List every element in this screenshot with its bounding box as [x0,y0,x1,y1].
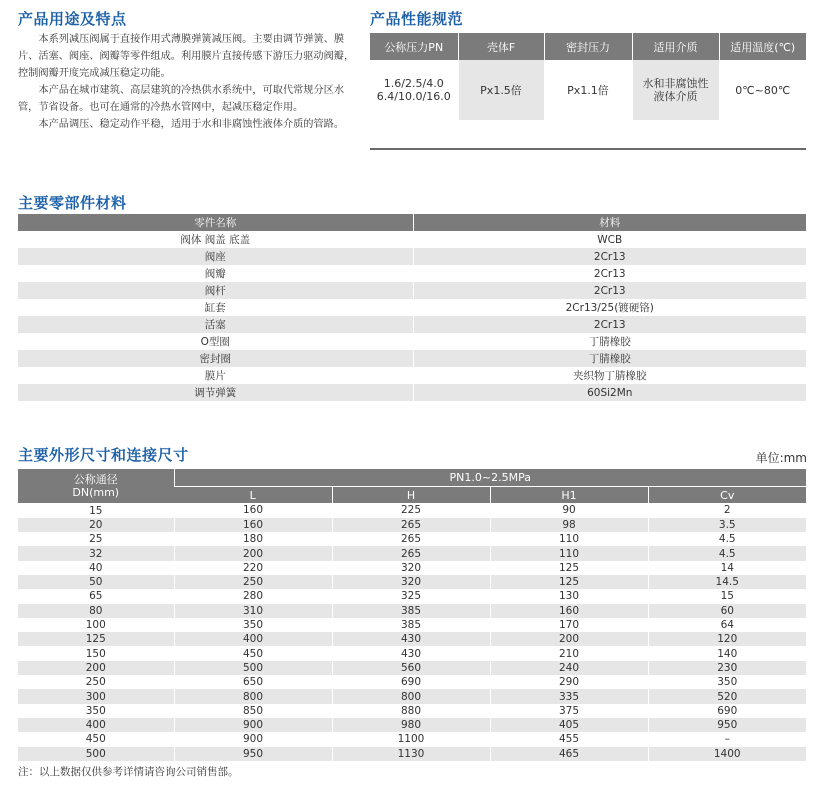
dn-cell: 400 [18,718,174,732]
part-name: 膜片 [204,370,226,382]
pressure-group-header: PN1.0~2.5MPa [174,469,806,487]
part-material: 2Cr13 [413,316,806,333]
cv-cell: 350 [648,675,806,689]
height-cell: 430 [332,646,490,660]
header-cell: L [174,487,332,504]
cv-cell: 230 [648,661,806,675]
header-cell: 适用介质 [632,33,719,60]
materials-header-row [18,214,806,231]
dn-cell: 350 [85,704,106,717]
h1-cell: 98 [490,518,648,532]
part-name: 阀瓣 [204,268,226,280]
part-name: O型圈 [200,336,230,348]
table-row [18,546,806,560]
part-material: 2Cr13 [413,248,806,265]
table-row [18,282,806,299]
length-cell: 280 [174,589,332,603]
table-row [18,646,806,660]
length-cell: 180 [174,532,332,546]
part-name: 阀体 阀盖 底盖 [180,234,251,246]
length-cell: 310 [174,604,332,618]
performance-row [370,60,806,120]
usage-paragraph: 本产品调压、稳定动作平稳，适用于水和非腐蚀性液体介质的管路。 [38,119,345,130]
part-name: 阀座 [18,248,413,265]
dn-cell: 200 [18,661,174,675]
length-cell: 450 [174,646,332,660]
part-material: 60Si2Mn [413,384,806,401]
cv-cell: 1400 [648,747,806,761]
part-material: 2Cr13/25(镀硬铬) [413,299,806,316]
part-name: 活塞 [18,316,413,333]
part-name: 调节弹簧 [18,384,413,401]
height-cell: 320 [332,575,490,589]
table-row [18,604,806,618]
part-material: WCB [413,231,806,248]
height-cell: 800 [332,689,490,703]
cv-cell: 520 [648,689,806,703]
h1-cell: 90 [490,503,648,518]
table-row [18,589,806,603]
cv-cell: 120 [648,632,806,646]
height-cell: 980 [332,718,490,732]
dn-cell: 250 [85,676,106,689]
seal-cell: Px1.1倍 [544,60,632,120]
part-material: 丁腈橡胶 [413,333,806,350]
height-cell: 560 [332,661,490,675]
length-cell: 160 [174,503,332,518]
shell-cell: Px1.5倍 [458,60,544,120]
header-cell: 密封压力 [544,33,632,60]
dn-cell: 15 [89,504,103,517]
h1-cell: 160 [490,604,648,618]
length-cell: 400 [174,632,332,646]
dn-cell: 500 [18,747,174,761]
h1-cell: 200 [490,632,648,646]
h1-cell: 110 [490,546,648,560]
dn-cell: 20 [18,518,174,532]
length-cell: 950 [174,747,332,761]
cv-cell: 60 [648,604,806,618]
header-cell: 公称压力PN [370,33,458,60]
dn-cell: 450 [85,733,106,746]
cv-cell: 4.5 [648,546,806,560]
table-row [18,561,806,575]
materials-table [18,214,806,401]
materials-title: 主要零部件材料 [18,194,127,212]
h1-cell: 375 [490,704,648,718]
length-cell: 800 [174,689,332,703]
cv-cell: – [648,732,806,746]
table-row [18,747,806,761]
h1-cell: 290 [490,675,648,689]
length-cell: 500 [174,661,332,675]
cv-cell: 950 [648,718,806,732]
dimensions-header-row [18,469,806,487]
h1-cell: 130 [490,589,648,603]
cv-cell: 14 [648,561,806,575]
dn-header: 公称通径 DN(mm) [18,469,174,503]
header-cell: Cv [648,487,806,504]
dn-cell: 32 [18,546,174,560]
performance-header-row [370,33,806,60]
height-cell: 880 [332,704,490,718]
length-cell: 900 [174,732,332,746]
cv-cell: 15 [648,589,806,603]
height-cell: 385 [332,604,490,618]
table-row [18,718,806,732]
length-cell: 200 [174,546,332,560]
table-row [18,367,806,384]
table-row [18,689,806,703]
performance-title: 产品性能规范 [370,10,464,28]
height-cell: 320 [332,561,490,575]
usage-description [18,31,360,133]
length-cell: 220 [174,561,332,575]
length-cell: 650 [174,675,332,689]
table-row [18,265,806,282]
height-cell: 265 [332,546,490,560]
cv-cell: 4.5 [648,532,806,546]
table-row [18,316,806,333]
cv-cell: 3.5 [648,518,806,532]
dn-cell: 25 [89,533,103,546]
table-row [18,632,806,646]
pressure-cell: 1.6/2.5/4.0 6.4/10.0/16.0 [376,77,451,103]
table-row [18,675,806,689]
part-name: 阀杆 [18,282,413,299]
dn-cell: 40 [89,561,103,574]
header-cell: 零件名称 [18,214,413,231]
dn-cell: 100 [85,619,106,632]
performance-table [370,33,806,120]
height-cell: 1100 [332,732,490,746]
part-name: 密封圈 [18,350,413,367]
dimensions-title: 主要外形尺寸和连接尺寸 [18,446,189,464]
table-row [18,661,806,675]
length-cell: 160 [174,518,332,532]
header-cell: 壳体F [458,33,544,60]
h1-cell: 335 [490,689,648,703]
height-cell: 430 [332,632,490,646]
table-row [18,575,806,589]
table-divider [370,148,806,150]
part-material: 2Cr13 [413,265,806,282]
cv-cell: 690 [648,704,806,718]
dn-cell: 125 [18,632,174,646]
temperature-cell: 0℃~80℃ [719,60,806,120]
height-cell: 690 [332,675,490,689]
height-cell: 265 [332,532,490,546]
h1-cell: 210 [490,646,648,660]
table-row [18,333,806,350]
table-row [18,503,806,518]
usage-paragraph: 本系列减压阀属于直接作用式薄膜弹簧减压阀。主要由调节弹簧、膜片、活塞、阀座、阀瓣等零件组成。利用膜片直接传感下游压力驱动阀瓣，控制阀瓣开度完成减压稳定功能。 [18,34,355,79]
length-cell: 350 [174,618,332,632]
table-row [18,618,806,632]
footnote: 注：以上数据仅供参考详情请咨询公司销售部。 [18,766,239,778]
table-row [18,299,806,316]
unit-label: 单位:mm [755,451,807,465]
part-name: 缸套 [204,302,226,314]
h1-cell: 110 [490,532,648,546]
part-material: 丁腈橡胶 [413,350,806,367]
table-row [18,248,806,265]
length-cell: 850 [174,704,332,718]
height-cell: 385 [332,618,490,632]
h1-cell: 405 [490,718,648,732]
h1-cell: 125 [490,575,648,589]
dn-cell: 65 [89,590,103,603]
table-row [18,384,806,401]
cv-cell: 140 [648,646,806,660]
table-row [18,518,806,532]
h1-cell: 455 [490,732,648,746]
height-cell: 265 [332,518,490,532]
h1-cell: 170 [490,618,648,632]
table-row [18,732,806,746]
table-row [18,704,806,718]
usage-title: 产品用途及特点 [18,10,127,28]
h1-cell: 125 [490,561,648,575]
cv-cell: 2 [648,503,806,518]
header-cell: 材料 [413,214,806,231]
part-material: 2Cr13 [413,282,806,299]
header-cell: H [332,487,490,504]
table-row [18,532,806,546]
cv-cell: 64 [648,618,806,632]
dimensions-table [18,469,806,761]
cv-cell: 14.5 [648,575,806,589]
usage-paragraph: 本产品在城市建筑、高层建筑的冷热供水系统中，可取代常规分区水管，节省设备。也可在通常的冷热水管网中，起减压稳定作用。 [18,85,345,113]
part-material: 夹织物丁腈橡胶 [413,367,806,384]
height-cell: 325 [332,589,490,603]
medium-cell: 水和非腐蚀性 液体介质 [632,60,719,120]
table-row [18,231,806,248]
dn-cell: 300 [18,689,174,703]
table-row [18,350,806,367]
header-cell: H1 [490,487,648,504]
dn-cell: 80 [18,604,174,618]
length-cell: 900 [174,718,332,732]
h1-cell: 240 [490,661,648,675]
length-cell: 250 [174,575,332,589]
height-cell: 225 [332,503,490,518]
h1-cell: 465 [490,747,648,761]
height-cell: 1130 [332,747,490,761]
dn-cell: 150 [85,647,106,660]
dn-cell: 50 [18,575,174,589]
header-cell: 适用温度(℃) [719,33,806,60]
